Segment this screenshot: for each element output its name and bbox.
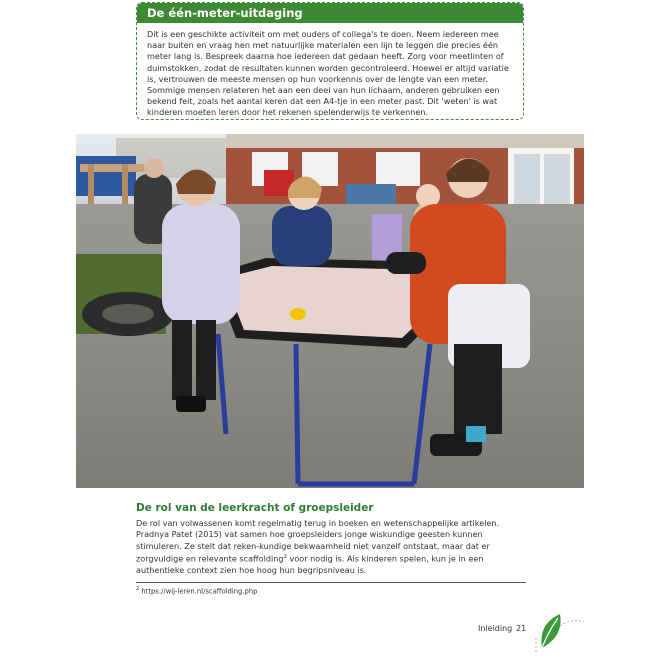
section-body-text-before: De rol van volwassenen komt regelmatig terug in boeken en wetenschappelijke artikelen. Pradnya Patet (2015) vat samen hoe groepsleiders jonge wiskundige geesten kunnen stimuleren. Ze stelt dat reken-kundige bekwaamheid niet vanzelf ontstaat, maar dat er zorgvuldige en relevante scaffolding xyxy=(136,518,500,564)
footer-page-number: 21 xyxy=(516,624,527,633)
photo-children-water-table xyxy=(76,134,584,488)
footnote-reference: 2 xyxy=(283,553,287,560)
leaf-icon xyxy=(530,608,586,654)
footnote-divider xyxy=(136,582,526,583)
footnote-number: 2 xyxy=(136,586,140,592)
footnote-link[interactable]: https://wij-leren.nl/scaffolding.php xyxy=(141,587,258,596)
section-body xyxy=(136,518,526,576)
photo-illustration xyxy=(76,134,584,488)
section-body-text-after: voor nodig is. Als kinderen spelen, kun je in een authentieke context zien hoe hoog hun begripsniveau is. xyxy=(136,553,484,575)
info-box xyxy=(136,2,524,120)
footnote xyxy=(136,586,257,595)
footer-chapter-label: Inleiding xyxy=(478,624,513,633)
section-title: De rol van de leerkracht of groepsleider xyxy=(136,502,374,514)
info-box-title: De één-meter-uitdaging xyxy=(137,3,523,23)
info-box-body: Dit is een geschikte activiteit om met ouders of collega's te doen. Neem iedereen mee naar buiten en vraag hen met natuurlijke materialen een lijn te leggen die precies één meter lang is. Bespreek daarna hoe iedereen dat gedaan heeft. Zorg voor meetlinten of duimstokken, zodat de resultaten kunnen worden gecontroleerd. Hoewel er altijd variatie is, vertrouwen de meeste mensen op hun voorkennis over de lengte van een meter. Sommige mensen relateren het aan een deel van hun lichaam, anderen gebruiken een bekend feit, zoals het aantal keren dat een A4-tje in een meter past. Dit 'weten' is wat kinderen moeten leren door het rekenen spelenderwijs te verkennen. xyxy=(147,29,509,118)
